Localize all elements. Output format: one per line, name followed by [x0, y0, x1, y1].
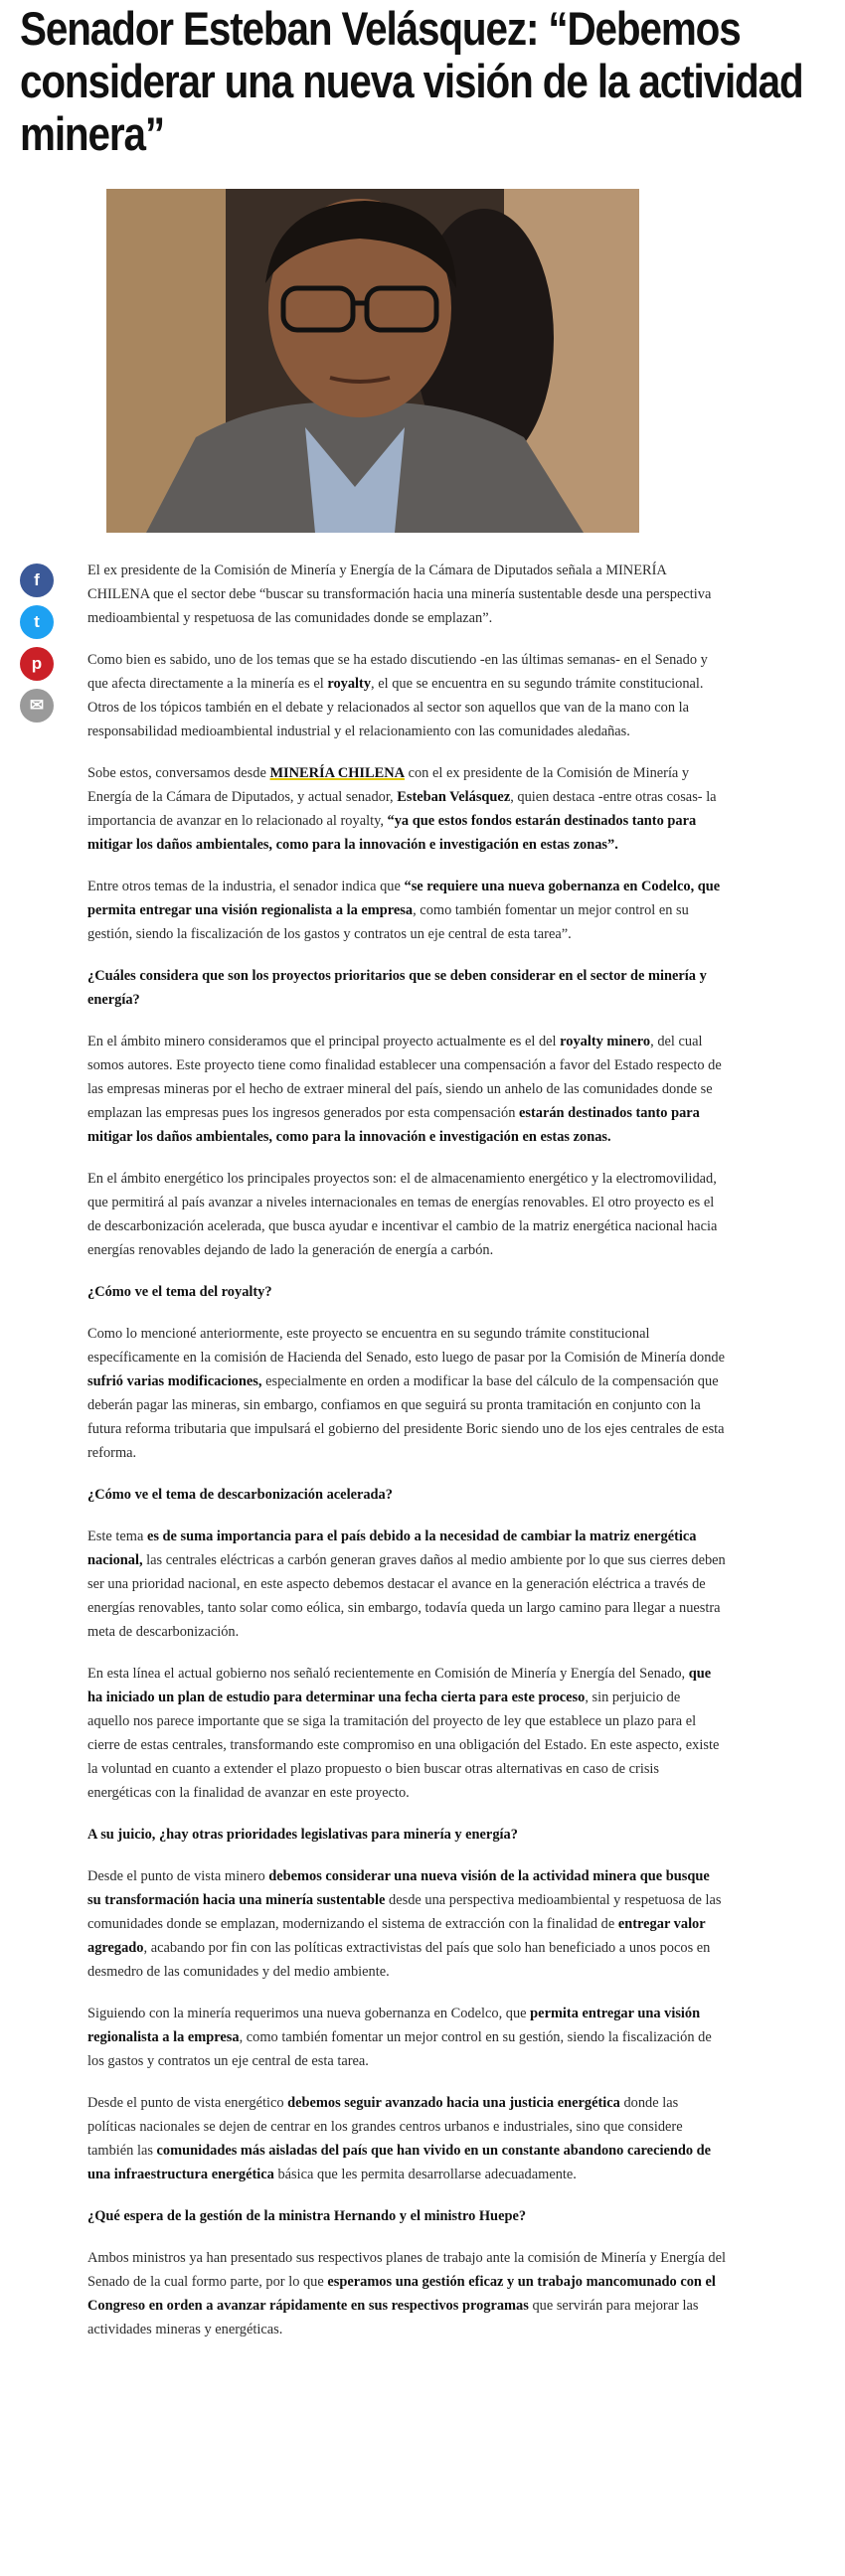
paragraph: El ex presidente de la Comisión de Minería y Energía de la Cámara de Diputados señala a MINERÍA CHILENA que el sector debe “buscar su transformación hacia una minería sustentable desde una perspectiva medioambiental y respetuosa de las comunidades donde se emplazan”. [87, 563, 712, 626]
paragraph: Desde el punto de vista energético debemos seguir avanzado hacia una justicia energética donde las políticas nacionales se dejen de centrar en los grandes centros urbanos e industriales, sino que considere también las comunidades más aisladas del país que han vivido en un constante abandono careciendo de una infraestructura energética básica que les permita desarrollarse adecuadamente. [87, 2095, 712, 2182]
share-bar [20, 564, 54, 730]
facebook-share-button[interactable] [20, 564, 54, 597]
paragraph: Entre otros temas de la industria, el senador indica que “se requiere una nueva gobernanza en Codelco, que permita entregar una visión regionalista a la empresa, como también fomentar un mejor control en su gestión, siendo la fiscalización de los gastos y contratos un eje central de esta tarea”. [87, 879, 721, 942]
question-heading: ¿Cómo ve el tema de descarbonización acelerada? [87, 1487, 393, 1503]
email-icon: ✉ [29, 696, 45, 715]
question-heading: ¿Cuáles considera que son los proyectos prioritarios que se deben considerar en el sector de minería y energía? [87, 968, 707, 1008]
minería-chilena-link[interactable]: MINERÍA CHILENA [269, 765, 405, 781]
question-heading: ¿Qué espera de la gestión de la ministra Hernando y el ministro Huepe? [87, 2208, 527, 2224]
article-body [87, 559, 726, 2359]
pinterest-icon: p [31, 654, 43, 673]
paragraph: En el ámbito energético los principales proyectos son: el de almacenamiento energético y la electromovilidad, que permitirá al país avanzar a niveles internacionales en temas de energías renovables. El otro proyecto es el de descarbonización acelerada, que busca ayudar e incentivar el cambio de la matriz energética nacional hacia energías renovables dejando de lado la generación de energía a carbón. [87, 1171, 718, 1258]
pinterest-share-button[interactable] [20, 647, 54, 681]
article-title: Senador Esteban Velásquez: “Debemos considerar una nueva visión de la actividad minera” [20, 2, 803, 160]
senator-portrait-illustration [106, 189, 639, 533]
paragraph: Desde el punto de vista minero debemos considerar una nueva visión de la actividad minera que busque su transformación hacia una minería sustentable desde una perspectiva medioambiental y respetuosa de las comunidades donde se emplazan, modernizando el sistema de extracción con la finalidad de entregar valor agregado, acabando por fin con las políticas extractivistas del país que solo han beneficiado a unos pocos en desmedro de las comunidades y del medio ambiente. [87, 1868, 722, 1980]
twitter-icon: t [34, 612, 40, 631]
twitter-share-button[interactable] [20, 605, 54, 639]
senator-photo [106, 189, 639, 533]
paragraph: Como bien es sabido, uno de los temas que se ha estado discutiendo -en las últimas semanas- en el Senado y que afecta directamente a la minería es el royalty, el que se encuentra en su segundo trámite constitucional. Otros de los tópicos también en el debate y relacionados al sector son aquellos que van de la mano con la responsabilidad medioambiental industrial y el relacionamiento con las comunidades aledañas. [87, 652, 708, 739]
paragraph: Siguiendo con la minería requerimos una nueva gobernanza en Codelco, que permita entregar una visión regionalista a la empresa, como también fomentar un mejor control en su gestión, siendo la fiscalización de los gastos y contratos un eje central de esta tarea. [87, 2006, 712, 2069]
paragraph: En esta línea el actual gobierno nos señaló recientemente en Comisión de Minería y Energía del Senado, que ha iniciado un plan de estudio para determinar una fecha cierta para este proceso, sin perjuicio de aquello nos parece importante que se siga la tramitación del proyecto de ley que establece un plazo para el cierre de estas centrales, transformando este compromiso en una obligación del Estado. En este aspecto, existe la voluntad en cuanto a extender el plazo propuesto o bien buscar otras alternativas en caso de crisis energéticas con la finalidad de avanzar en este proyecto. [87, 1666, 720, 1801]
email-share-button[interactable] [20, 689, 54, 723]
paragraph: Este tema es de suma importancia para el país debido a la necesidad de cambiar la matriz energética nacional, las centrales eléctricas a carbón generan graves daños al medio ambiente por lo que sus cierres deben ser una prioridad nacional, en este aspecto debemos destacar el avance en la generación eléctrica a través de energías renovables, tanto solar como eólica, sin embargo, todavía queda un largo camino para llegar a nuestra meta de descarbonización. [87, 1529, 726, 1640]
facebook-icon: f [34, 570, 40, 589]
paragraph: Ambos ministros ya han presentado sus respectivos planes de trabajo ante la comisión de Minería y Energía del Senado de la cual formo parte, por lo que esperamos una gestión eficaz y un trabajo mancomunado con el Congreso en orden a avanzar rápidamente en sus respectivos programas que servirán para mejorar las actividades mineras y energéticas. [87, 2250, 726, 2337]
question-heading: A su juicio, ¿hay otras prioridades legislativas para minería y energía? [87, 1827, 518, 1843]
paragraph: En el ámbito minero consideramos que el principal proyecto actualmente es el del royalty minero, del cual somos autores. Este proyecto tiene como finalidad establecer una compensación a favor del Estado respecto de las empresas mineras por el hecho de extraer mineral del país, siendo un anhelo de las comunidades donde se emplazan las empresas pues los ingresos generados por esta compensación estarán destinados tanto para mitigar los daños ambientales, como para la innovación e investigación en estas zonas. [87, 1034, 722, 1145]
paragraph: Como lo mencioné anteriormente, este proyecto se encuentra en su segundo trámite constitucional específicamente en la comisión de Hacienda del Senado, esto luego de pasar por la Comisión de Minería donde sufrió varias modificaciones, especialmente en orden a modificar la base del cálculo de la compensación que deberán pagar las mineras, sin embargo, confiamos en que seguirá su pronta tramitación en conjunto con la futura reforma tributaria que impulsará el gobierno del presidente Boric siendo uno de los ejes centrales de esta reforma. [87, 1326, 725, 1461]
question-heading: ¿Cómo ve el tema del royalty? [87, 1284, 272, 1300]
paragraph: Sobe estos, conversamos desde MINERÍA CHILENA con el ex presidente de la Comisión de Minería y Energía de la Cámara de Diputados, y actual senador, Esteban Velásquez, quien destaca -entre otras cosas- la importancia de avanzar en lo relacionado al royalty, “ya que estos fondos estarán destinados tanto para mitigar los daños ambientales, como para la innovación e investigación en estas zonas”. [87, 765, 717, 853]
